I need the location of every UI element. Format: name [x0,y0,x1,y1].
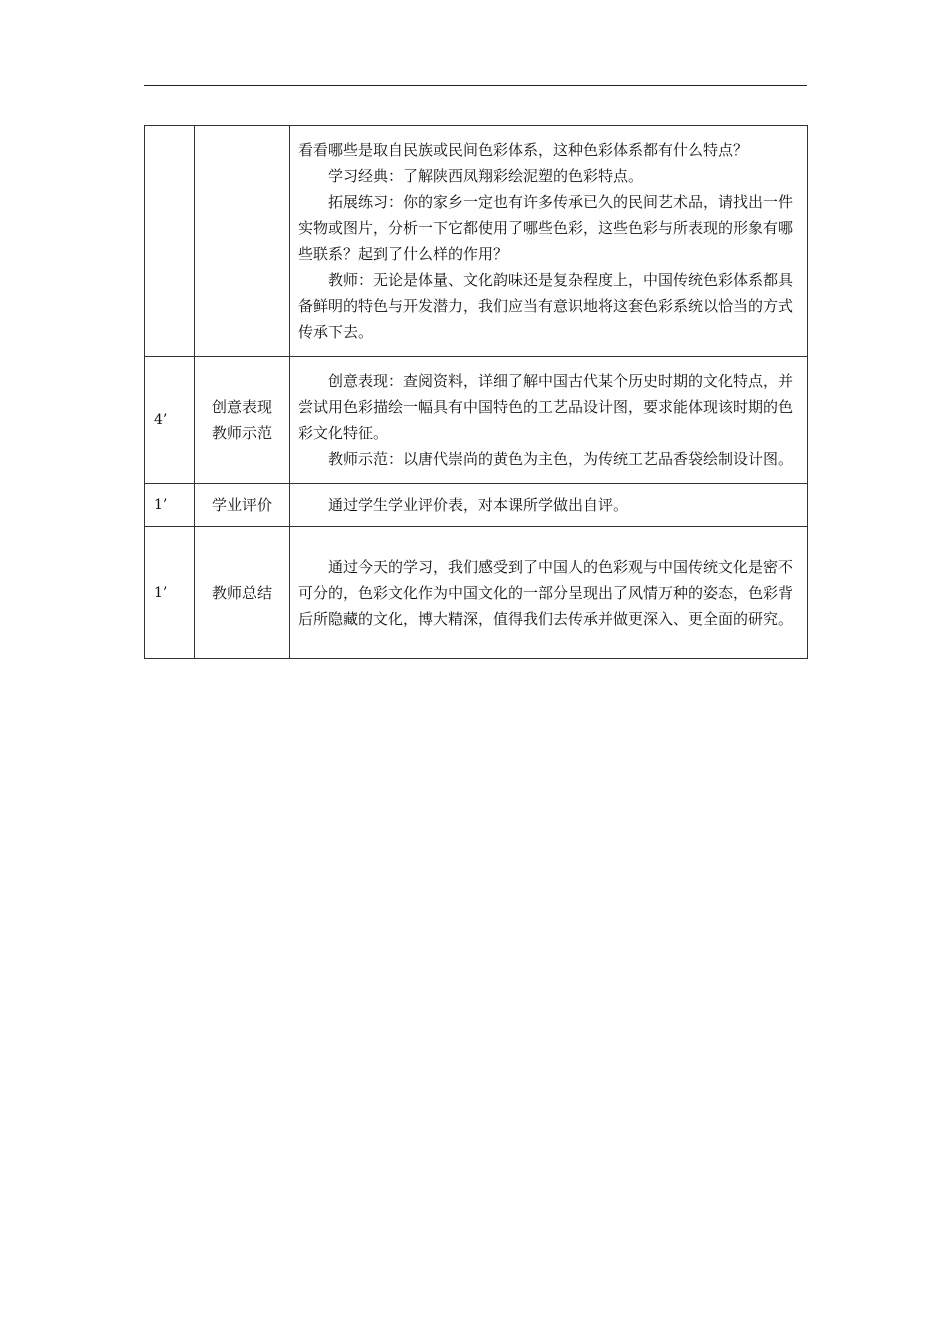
lesson-plan-table [144,125,808,659]
time-cell: 4’ [145,357,195,484]
time-cell: 1’ [145,484,195,527]
table-row-continuation [145,126,808,357]
table-row-summary [145,527,808,659]
stage-cell [195,357,290,484]
stage-label: 教师总结 [211,583,272,602]
table-row-creative [145,357,808,484]
content-paragraph: 通过学生学业评价表，对本课所学做出自评。 [328,496,629,514]
stage-cell [195,527,290,659]
content-paragraph: 创意表现：查阅资料，详细了解中国古代某个历史时期的文化特点，并尝试用色彩描绘一幅具有中国特色的工艺品设计图，要求能体现该时期的色彩文化特征。 [298,372,794,442]
content-paragraph: 教师：无论是体量、文化韵味还是复杂程度上，中国传统色彩体系都具备鲜明的特色与开发潜力，我们应当有意识地将这套色彩系统以恰当的方式传承下去。 [298,271,794,341]
content-paragraph: 看看哪些是取自民族或民间色彩体系，这种色彩体系都有什么特点？ [298,141,749,159]
stage-label: 创意表现 [211,398,272,416]
content-paragraph: 学习经典：了解陕西凤翔彩绘泥塑的色彩特点。 [328,167,644,185]
content-cell [290,527,808,659]
time-cell: 1’ [145,527,195,659]
stage-cell [195,126,290,357]
content-paragraph: 通过今天的学习，我们感受到了中国人的色彩观与中国传统文化是密不可分的，色彩文化作为中国文化的一部分呈现出了风情万种的姿态，色彩背后所隐藏的文化，博大精深，值得我们去传承并做更深入、更全面的研究。 [298,557,794,628]
table-row-evaluation [145,484,808,527]
time-cell [145,126,195,357]
content-paragraph: 教师示范：以唐代崇尚的黄色为主色，为传统工艺品香袋绘制设计图。 [328,450,794,468]
stage-cell [195,484,290,527]
header-rule [144,85,807,86]
content-cell [290,126,808,357]
content-cell [290,357,808,484]
content-paragraph: 拓展练习：你的家乡一定也有许多传承已久的民间艺术品，请找出一件实物或图片，分析一下它都使用了哪些色彩，这些色彩与所表现的形象有哪些联系？起到了什么样的作用？ [298,193,794,263]
content-cell [290,484,808,527]
stage-label: 学业评价 [211,496,272,514]
stage-label: 教师示范 [211,424,272,442]
